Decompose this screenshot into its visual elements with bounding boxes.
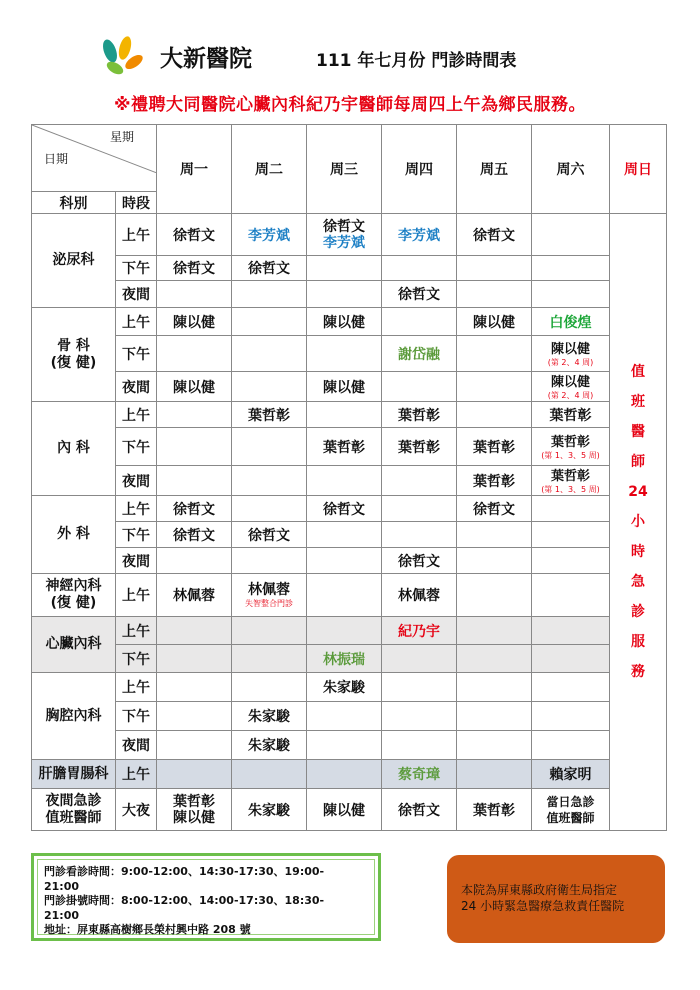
schedule-cell: [457, 574, 532, 617]
schedule-cell: 朱家駿: [232, 789, 307, 831]
schedule-cell: 林佩蓉 失智整合門診: [232, 574, 307, 617]
day-header: 周六: [532, 125, 610, 214]
schedule-cell: 葉哲彰: [232, 402, 307, 428]
schedule-cell: 葉哲彰 (第 1、3、5 周): [532, 428, 610, 466]
slot-pm: 下午: [116, 645, 157, 673]
schedule-cell: [157, 617, 232, 645]
schedule-cell: [157, 702, 232, 731]
slot-am: 上午: [116, 214, 157, 256]
schedule-cell: 葉哲彰: [307, 428, 382, 466]
schedule-cell: [532, 574, 610, 617]
schedule-cell: 李芳斌: [232, 214, 307, 256]
schedule-cell: [382, 496, 457, 522]
schedule-cell: 徐哲文: [157, 214, 232, 256]
schedule-cell: 朱家駿: [232, 731, 307, 760]
schedule-cell: [532, 496, 610, 522]
schedule-cell: 徐哲文: [382, 548, 457, 574]
dept-er-duty: 夜間急診 值班醫師: [32, 789, 116, 831]
slot-column-label: 時段: [116, 192, 157, 214]
schedule-cell: [157, 760, 232, 789]
clinic-schedule-table: [31, 124, 667, 831]
hospital-name: 大新醫院: [160, 46, 252, 72]
schedule-cell: 葉哲彰 (第 1、3、5 周): [532, 466, 610, 496]
schedule-cell: [157, 731, 232, 760]
schedule-cell: 陳以健: [307, 372, 382, 402]
schedule-cell: [232, 673, 307, 702]
hospital-logo-icon: [98, 34, 144, 78]
schedule-cell: [382, 372, 457, 402]
schedule-cell: [157, 402, 232, 428]
dept-cardiology: 心臟內科: [32, 617, 116, 673]
registration-hours-cont: 21:00: [44, 908, 80, 922]
schedule-cell: [382, 256, 457, 281]
schedule-cell: [532, 702, 610, 731]
schedule-cell: 陳以健: [307, 789, 382, 831]
schedule-cell: 紀乃宇: [382, 617, 457, 645]
schedule-cell: 朱家駿: [307, 673, 382, 702]
dept-gastroenterology: 肝膽胃腸科: [32, 760, 116, 789]
schedule-cell: [157, 281, 232, 308]
slot-am: 上午: [116, 496, 157, 522]
schedule-cell: 陳以健: [307, 308, 382, 336]
schedule-cell: [232, 496, 307, 522]
schedule-cell: 林佩蓉: [382, 574, 457, 617]
notice-banner: ※禮聘大同醫院心臟內科紀乃宇醫師每周四上午為鄉民服務。: [113, 95, 587, 115]
doctor-name: 徐哲文: [323, 218, 365, 235]
schedule-cell: 陳以健: [157, 308, 232, 336]
weekday-label: 星期: [110, 130, 135, 144]
slot-night: 夜間: [116, 281, 157, 308]
schedule-cell: 葉哲彰 陳以健: [157, 789, 232, 831]
schedule-cell: [157, 673, 232, 702]
day-header: 周一: [157, 125, 232, 214]
schedule-cell: [232, 308, 307, 336]
slot-pm: 下午: [116, 702, 157, 731]
schedule-cell: [457, 760, 532, 789]
schedule-cell: [382, 645, 457, 673]
schedule-cell: [307, 760, 382, 789]
schedule-cell: [382, 522, 457, 548]
schedule-cell: [382, 308, 457, 336]
schedule-cell: 葉哲彰: [457, 466, 532, 496]
doctor-name: 李芳斌: [323, 234, 365, 251]
schedule-cell: 徐哲文: [457, 214, 532, 256]
slot-pm: 下午: [116, 336, 157, 372]
schedule-cell: [457, 402, 532, 428]
day-header: 周二: [232, 125, 307, 214]
consultation-hours: 門診看診時間：9:00-12:00、14:30-17:30、19:00-: [44, 865, 325, 878]
registration-hours: 門診掛號時間：8:00-12:00、14:00-17:30、18:30-: [44, 894, 325, 907]
hospital-address: 地址：屏東縣高樹鄉長榮村興中路 208 號: [44, 923, 251, 936]
schedule-cell: [157, 428, 232, 466]
schedule-cell: 蔡奇璋: [382, 760, 457, 789]
day-header: 周三: [307, 125, 382, 214]
schedule-cell: 陳以健: [157, 372, 232, 402]
schedule-cell: [457, 645, 532, 673]
schedule-cell: [307, 214, 382, 256]
schedule-cell: [307, 574, 382, 617]
schedule-cell: 謝岱融: [382, 336, 457, 372]
dept-urology: 泌尿科: [32, 214, 116, 308]
schedule-cell: [307, 617, 382, 645]
schedule-cell: [532, 731, 610, 760]
day-header: 周五: [457, 125, 532, 214]
slot-night: 夜間: [116, 372, 157, 402]
schedule-cell: [307, 336, 382, 372]
schedule-cell: 徐哲文: [457, 496, 532, 522]
schedule-cell: [532, 673, 610, 702]
dept-internal: 內 科: [32, 402, 116, 496]
schedule-cell: [457, 731, 532, 760]
schedule-cell: 徐哲文: [307, 496, 382, 522]
schedule-cell: [307, 702, 382, 731]
schedule-cell: [382, 731, 457, 760]
schedule-cell: [307, 256, 382, 281]
schedule-cell: 徐哲文: [157, 496, 232, 522]
schedule-cell: [457, 336, 532, 372]
schedule-cell: [457, 372, 532, 402]
schedule-cell: [532, 645, 610, 673]
schedule-cell: 李芳斌: [382, 214, 457, 256]
dept-orthopedics: 骨 科 (復 健): [32, 308, 116, 402]
schedule-cell: [457, 702, 532, 731]
slot-am: 上午: [116, 402, 157, 428]
consultation-hours-cont: 21:00: [44, 879, 80, 893]
schedule-cell: [232, 428, 307, 466]
schedule-cell: 陳以健 (第 2、4 周): [532, 336, 610, 372]
dept-column-label: 科別: [32, 192, 116, 214]
schedule-cell: 徐哲文: [382, 789, 457, 831]
schedule-cell: 徐哲文: [232, 522, 307, 548]
schedule-cell: [382, 466, 457, 496]
schedule-cell: [232, 466, 307, 496]
schedule-cell: 徐哲文: [232, 256, 307, 281]
slot-am: 上午: [116, 308, 157, 336]
schedule-cell: [157, 466, 232, 496]
slot-pm: 下午: [116, 256, 157, 281]
schedule-cell: [307, 402, 382, 428]
sunday-header: 周日: [610, 125, 667, 214]
schedule-cell: [307, 522, 382, 548]
schedule-cell: 葉哲彰: [382, 428, 457, 466]
slot-night: 夜間: [116, 466, 157, 496]
table-corner-header: [32, 125, 157, 192]
schedule-cell: [232, 617, 307, 645]
date-label: 日期: [44, 152, 69, 166]
schedule-cell: 陳以健 (第 2、4 周): [532, 372, 610, 402]
schedule-cell: [457, 256, 532, 281]
slot-am: 上午: [116, 760, 157, 789]
slot-am: 上午: [116, 617, 157, 645]
schedule-cell: [532, 281, 610, 308]
schedule-cell: [457, 548, 532, 574]
schedule-cell: 朱家駿: [232, 702, 307, 731]
schedule-cell: [532, 522, 610, 548]
schedule-cell: 賴家明: [532, 760, 610, 789]
schedule-cell: [232, 281, 307, 308]
slot-overnight: 大夜: [116, 789, 157, 831]
schedule-cell: [232, 760, 307, 789]
page-header: [0, 28, 700, 78]
schedule-cell: [157, 548, 232, 574]
schedule-cell: [307, 466, 382, 496]
schedule-subtitle: 111 年七月份 門診時間表: [316, 51, 517, 71]
schedule-cell: 葉哲彰: [457, 428, 532, 466]
schedule-cell: [382, 702, 457, 731]
schedule-cell: [232, 548, 307, 574]
slot-night: 夜間: [116, 731, 157, 760]
schedule-cell: 陳以健: [457, 308, 532, 336]
schedule-cell: 葉哲彰: [382, 402, 457, 428]
schedule-cell: 白俊煌: [532, 308, 610, 336]
schedule-cell: [532, 256, 610, 281]
schedule-cell: [307, 548, 382, 574]
day-header: 周四: [382, 125, 457, 214]
schedule-cell: 徐哲文: [382, 281, 457, 308]
schedule-cell: 徐哲文: [157, 256, 232, 281]
schedule-cell: [157, 645, 232, 673]
schedule-cell: [382, 673, 457, 702]
slot-am: 上午: [116, 673, 157, 702]
clinic-hours-box: [31, 853, 381, 941]
dept-chest: 胸腔內科: [32, 673, 116, 760]
schedule-cell: [532, 617, 610, 645]
schedule-cell: [232, 645, 307, 673]
schedule-cell: 葉哲彰: [457, 789, 532, 831]
schedule-cell: [457, 617, 532, 645]
schedule-cell: [232, 372, 307, 402]
slot-am: 上午: [116, 574, 157, 617]
schedule-cell: [457, 673, 532, 702]
schedule-cell: [232, 336, 307, 372]
slot-pm: 下午: [116, 522, 157, 548]
schedule-cell: 徐哲文: [157, 522, 232, 548]
schedule-cell: 林振瑞: [307, 645, 382, 673]
slot-night: 夜間: [116, 548, 157, 574]
schedule-cell: 當日急診 值班醫師: [532, 789, 610, 831]
dept-neurology: 神經內科 (復 健): [32, 574, 116, 617]
emergency-designation-box: 本院為屏東縣政府衛生局指定 24 小時緊急醫療急救責任醫院: [447, 855, 665, 943]
schedule-cell: [532, 548, 610, 574]
schedule-cell: [457, 281, 532, 308]
dept-surgery: 外 科: [32, 496, 116, 574]
slot-pm: 下午: [116, 428, 157, 466]
schedule-cell: [157, 336, 232, 372]
schedule-cell: [307, 731, 382, 760]
schedule-cell: 林佩蓉: [157, 574, 232, 617]
schedule-cell: [532, 214, 610, 256]
schedule-cell: 葉哲彰: [532, 402, 610, 428]
sunday-duty-notice: 值 班 醫 師 24 小 時 急 診 服 務: [610, 214, 667, 831]
schedule-cell: [307, 281, 382, 308]
schedule-cell: [457, 522, 532, 548]
